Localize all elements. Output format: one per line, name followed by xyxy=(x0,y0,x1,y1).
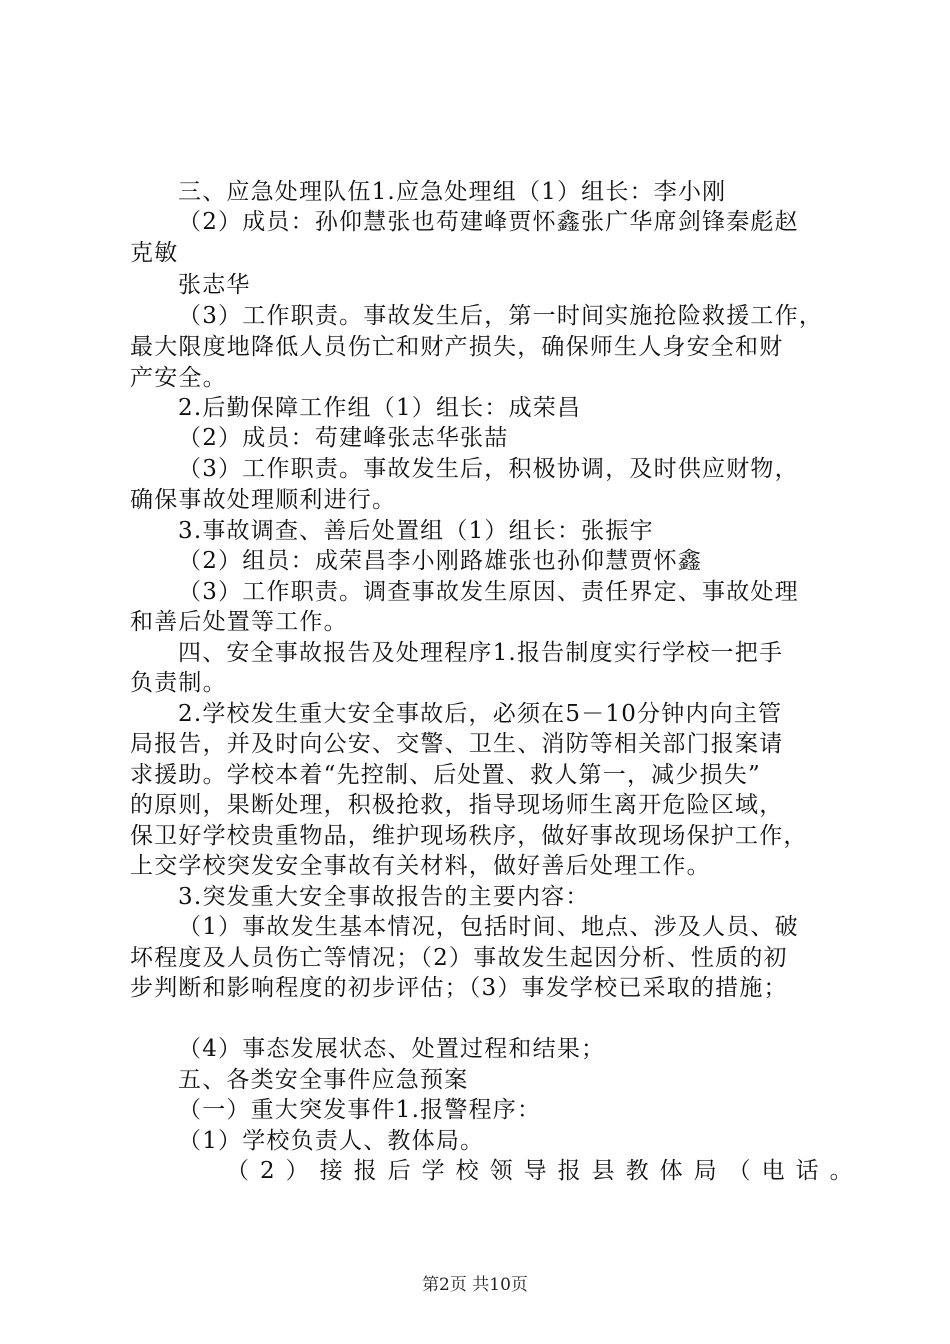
text-line: （2）成员：孙仰慧张也苟建峰贾怀鑫张广华席剑锋秦彪赵 xyxy=(178,209,799,235)
text-line: 保卫好学校贵重物品，维护现场秩序，做好事故现场保护工作， xyxy=(130,823,808,849)
text-line: 3.突发重大安全事故报告的主要内容： xyxy=(178,884,590,910)
text-line: （2）接报后学校领导报县教体局（电话。 xyxy=(226,1158,864,1184)
text-line: 三、应急处理队伍1.应急处理组（1）组长：李小刚 xyxy=(178,179,727,205)
text-line: 五、各类安全事件应急预案 xyxy=(178,1067,469,1093)
text-line: 2.学校发生重大安全事故后，必须在5－10分钟内向主管 xyxy=(178,701,783,727)
text-line: 张志华 xyxy=(178,272,251,298)
text-line: 2.后勤保障工作组（1）组长：成荣昌 xyxy=(178,395,582,421)
text-line: （2）组员：成荣昌李小刚路雄张也孙仰慧贾怀鑫 xyxy=(178,548,703,574)
text-line: （一）重大突发事件1.报警程序： xyxy=(178,1097,542,1123)
page-number-footer: 第2页 共10页 xyxy=(422,1275,528,1295)
text-line: 上交学校突发安全事故有关材料，做好善后处理工作。 xyxy=(130,853,711,879)
text-line: （4）事态发展状态、处置过程和结果； xyxy=(178,1036,606,1062)
text-line: 克敏 xyxy=(130,240,179,266)
text-line: （3）工作职责。事故发生后，第一时间实施抢险救援工作， xyxy=(178,303,824,329)
text-line: 3.事故调查、善后处置组（1）组长：张振宇 xyxy=(178,518,654,544)
text-line: 最大限度地降低人员伤亡和财产损失，确保师生人身安全和财 xyxy=(130,334,784,360)
text-line: （3）工作职责。事故发生后，积极协调，及时供应财物， xyxy=(178,456,799,482)
text-line: 局报告，并及时向公安、交警、卫生、消防等相关部门报案请 xyxy=(130,731,784,757)
text-line: 的原则，果断处理，积极抢救，指导现场师生离开危险区域， xyxy=(130,792,784,818)
text-line: （3）工作职责。调查事故发生原因、责任界定、事故处理 xyxy=(178,579,799,605)
text-line: 确保事故处理顺利进行。 xyxy=(130,487,397,513)
text-line: （1）事故发生基本情况，包括时间、地点、涉及人员、破 xyxy=(178,914,799,940)
text-line: 四、安全事故报告及处理程序1.报告制度实行学校一把手 xyxy=(178,640,784,666)
text-line: 步判断和影响程度的初步评估；（3）事发学校已采取的措施； xyxy=(130,975,788,1001)
text-line: （2）成员：苟建峰张志华张喆 xyxy=(178,425,509,451)
text-line: 和善后处置等工作。 xyxy=(130,609,348,635)
text-line: 负责制。 xyxy=(130,670,227,696)
text-line: 坏程度及人员伤亡等情况；（2）事故发生起因分析、性质的初 xyxy=(130,945,788,971)
text-line: （1）学校负责人、教体局。 xyxy=(178,1128,485,1154)
text-line: 求援助。学校本着“先控制、后处置、救人第一，减少损失” xyxy=(130,762,761,788)
text-line: 产安全。 xyxy=(130,365,227,391)
